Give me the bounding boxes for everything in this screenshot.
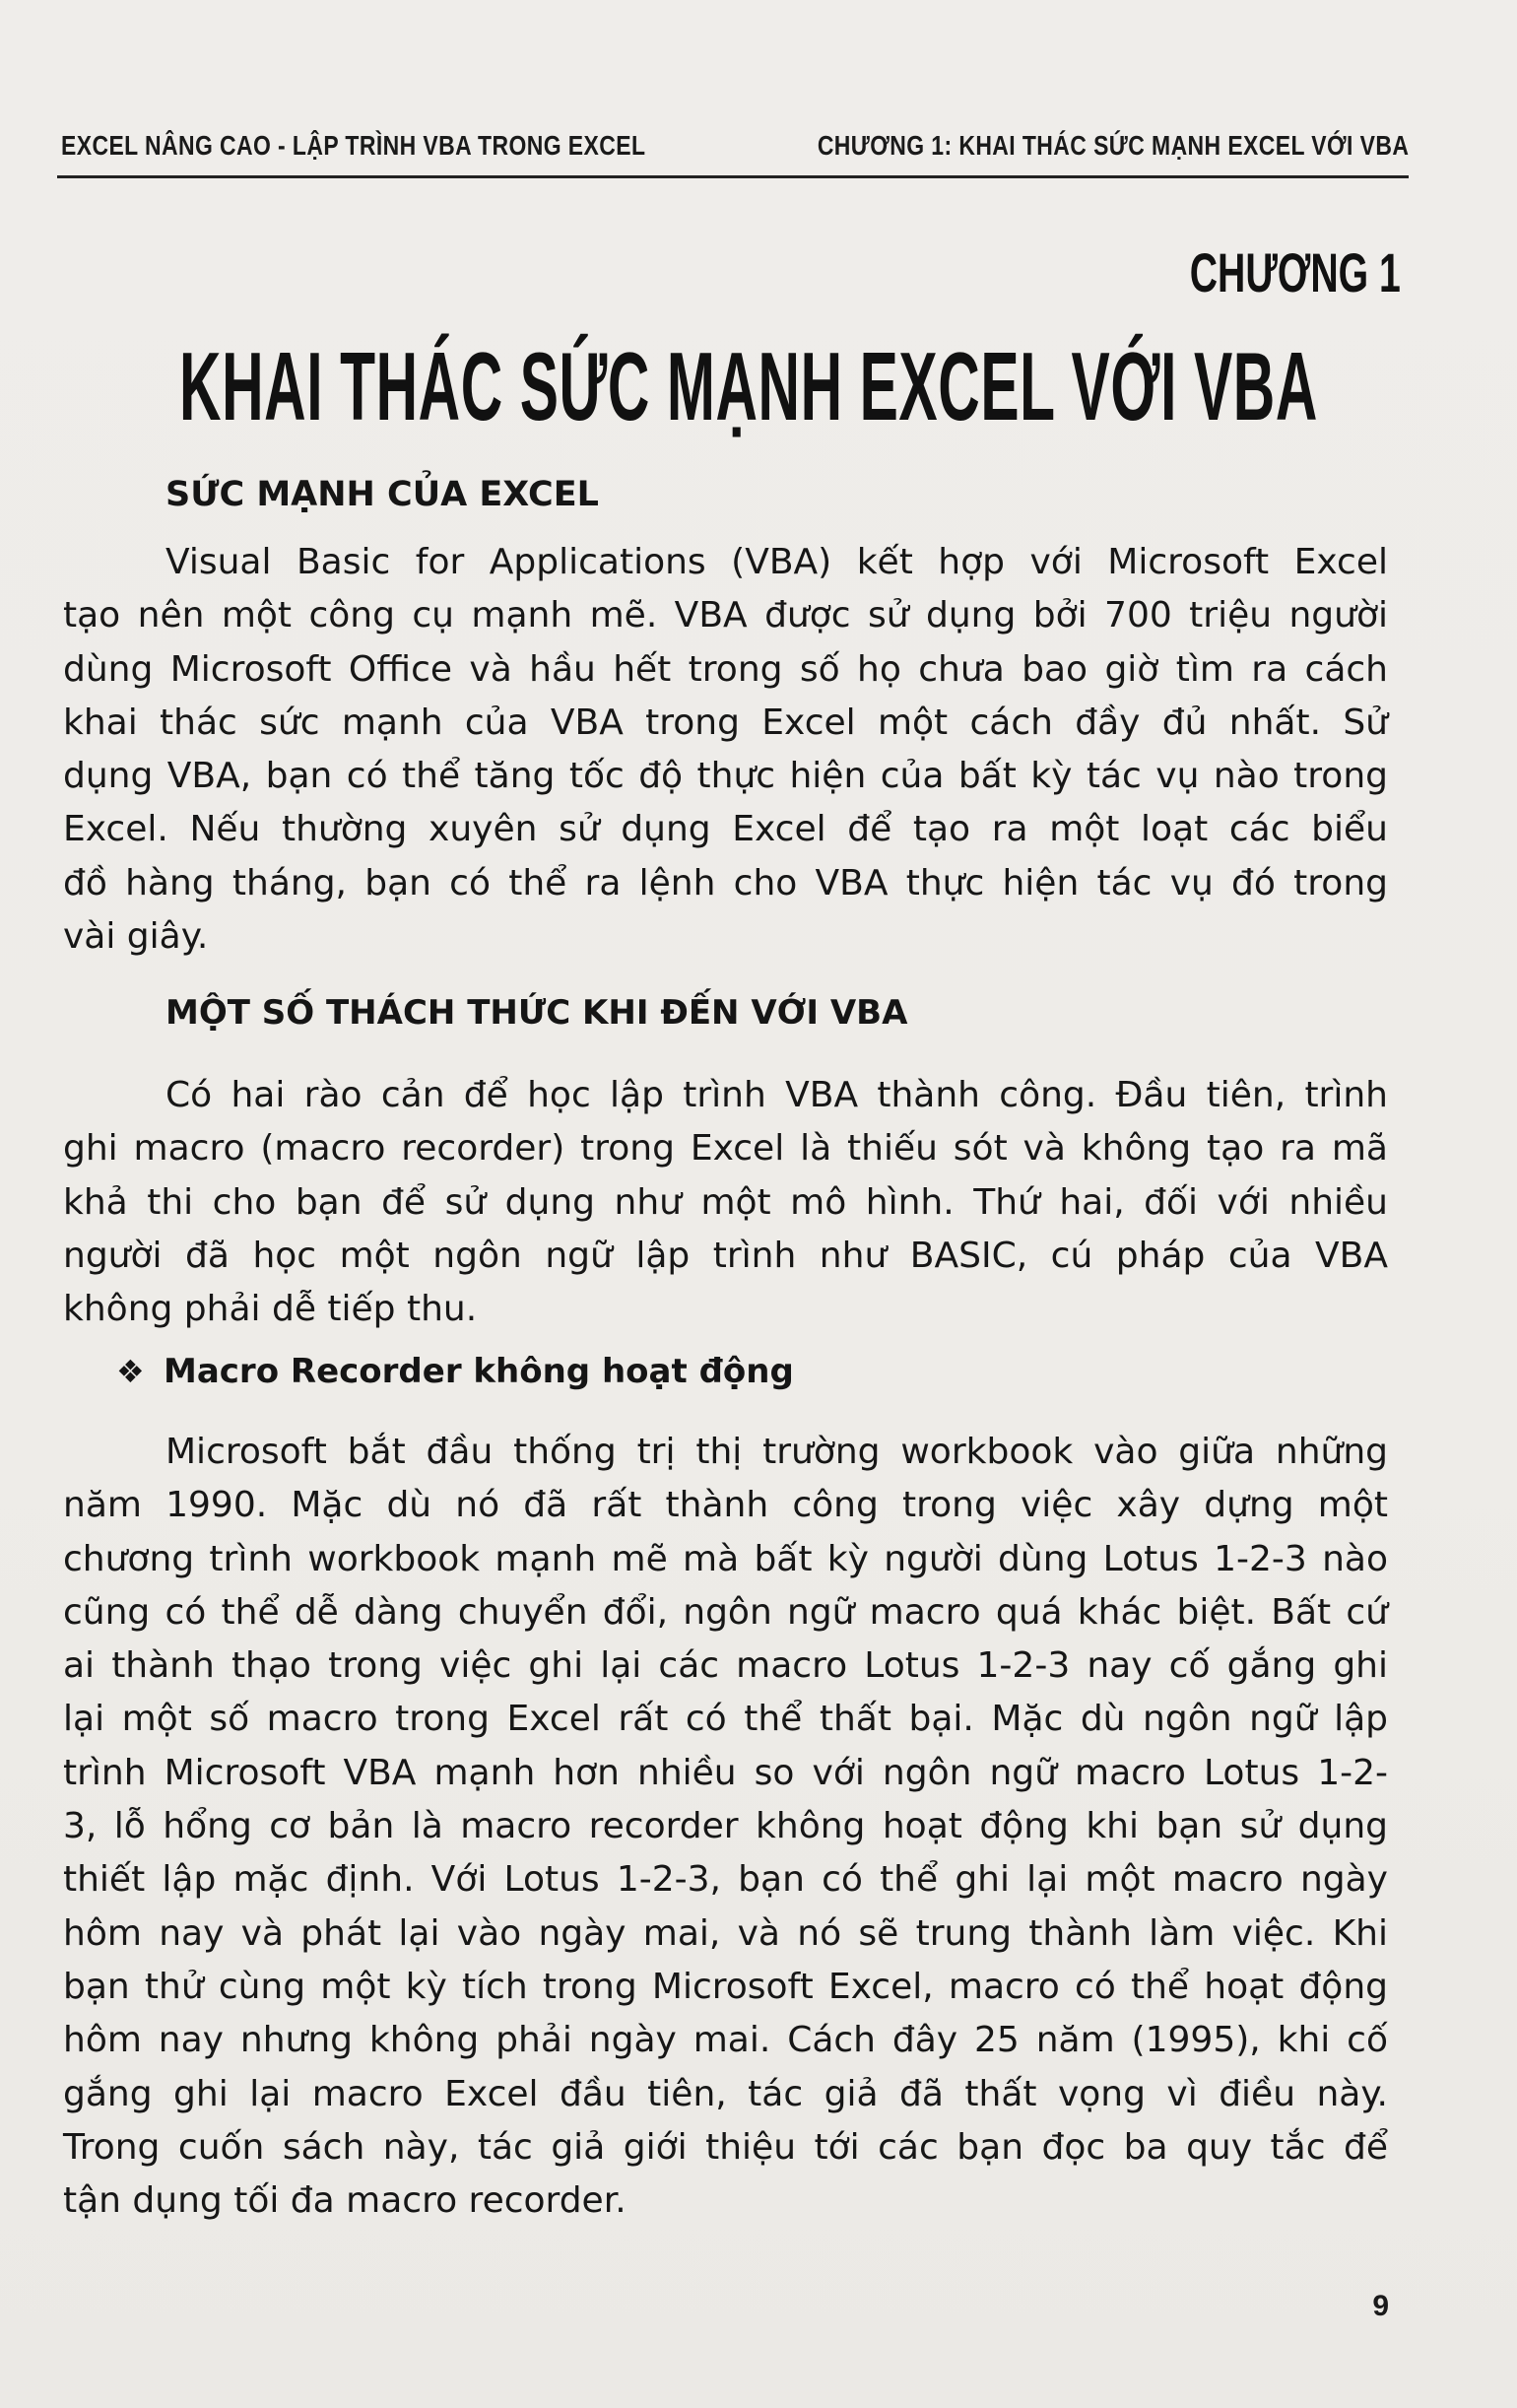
paragraph-line: bạn thử cùng một kỳ tích trong Microsoft Excel, macro có thể hoạt động [63, 1966, 1388, 2007]
paragraph-line: Excel. Nếu thường xuyên sử dụng Excel để tạo ra một loạt các biểu [63, 809, 1388, 850]
section-heading: SỨC MẠNH CỦA EXCEL [165, 475, 599, 514]
paragraph-line: tận dụng tối đa macro recorder. [63, 2180, 627, 2222]
paragraph-line: người đã học một ngôn ngữ lập trình như BASIC, cú pháp của VBA [63, 1235, 1388, 1276]
paragraph-line: không phải dễ tiếp thu. [63, 1289, 478, 1330]
paragraph-line: hôm nay nhưng không phải ngày mai. Cách đây 25 năm (1995), khi cố [63, 2020, 1388, 2061]
subsection-heading: MỘT SỐ THÁCH THỨC KHI ĐẾN VỚI VBA [165, 993, 908, 1033]
chapter-label: CHƯƠNG 1 [1189, 241, 1401, 303]
paragraph-line: dụng VBA, bạn có thể tăng tốc độ thực hiện của bất kỳ tác vụ nào trong [63, 756, 1388, 797]
running-header-right: CHƯƠNG 1: KHAI THÁC SỨC MẠNH EXCEL VỚI VBA [817, 130, 1409, 161]
paragraph-line: chương trình workbook mạnh mẽ mà bất kỳ người dùng Lotus 1-2-3 nào [63, 1538, 1388, 1579]
subsection-paragraph [63, 1069, 1388, 1336]
page-number: 9 [1372, 2290, 1389, 2322]
paragraph-line: khai thác sức mạnh của VBA trong Excel một cách đầy đủ nhất. Sử [63, 702, 1388, 743]
paragraph-line: 3, lỗ hổng cơ bản là macro recorder không hoạt động khi bạn sử dụng [63, 1806, 1388, 1847]
paragraph-line: Trong cuốn sách này, tác giả giới thiệu tới các bạn đọc ba quy tắc để [63, 2126, 1388, 2168]
paragraph-line: hôm nay và phát lại vào ngày mai, và nó sẽ trung thành làm việc. Khi [63, 1912, 1388, 1954]
paragraph-line: Microsoft bắt đầu thống trị thị trường workbook vào giữa những [165, 1432, 1388, 1472]
bullet-heading [116, 1352, 794, 1391]
paragraph-line: dùng Microsoft Office và hầu hết trong số họ chưa bao giờ tìm ra cách [63, 648, 1388, 690]
header-divider [57, 175, 1409, 178]
paragraph-line: Visual Basic for Applications (VBA) kết hợp với Microsoft Excel [165, 542, 1388, 582]
paragraph-line: ai thành thạo trong việc ghi lại các macro Lotus 1-2-3 nay cố gắng ghi [63, 1645, 1388, 1687]
bullet-heading-text: Macro Recorder không hoạt động [164, 1352, 794, 1391]
paragraph-line: khả thi cho bạn để sử dụng như một mô hình. Thứ hai, đối với nhiều [63, 1181, 1388, 1223]
paragraph-line: vài giây. [63, 916, 209, 958]
diamond-bullet-icon: ❖ [116, 1353, 145, 1390]
paragraph-line: năm 1990. Mặc dù nó đã rất thành công trong việc xây dựng một [63, 1485, 1388, 1526]
paragraph-line: thiết lập mặc định. Với Lotus 1-2-3, bạn có thể ghi lại một macro ngày [63, 1859, 1388, 1901]
bullet-paragraph [63, 1426, 1388, 2228]
paragraph-line: Có hai rào cản để học lập trình VBA thành công. Đầu tiên, trình [165, 1075, 1388, 1115]
paragraph-line: tạo nên một công cụ mạnh mẽ. VBA được sử dụng bởi 700 triệu người [63, 595, 1388, 636]
paragraph-line: đồ hàng tháng, bạn có thể ra lệnh cho VBA thực hiện tác vụ đó trong [63, 862, 1388, 903]
section-paragraph [63, 536, 1388, 964]
running-header-left: EXCEL NÂNG CAO - LẬP TRÌNH VBA TRONG EXCEL [61, 130, 646, 161]
paragraph-line: lại một số macro trong Excel rất có thể thất bại. Mặc dù ngôn ngữ lập [63, 1699, 1388, 1740]
paragraph-line: gắng ghi lại macro Excel đầu tiên, tác giả đã thất vọng vì điều này. [63, 2073, 1388, 2114]
paragraph-line: cũng có thể dễ dàng chuyển đổi, ngôn ngữ macro quá khác biệt. Bất cứ [63, 1591, 1388, 1633]
paragraph-line: ghi macro (macro recorder) trong Excel là thiếu sót và không tạo ra mã [63, 1128, 1388, 1170]
chapter-title: KHAI THÁC SỨC MẠNH EXCEL VỚI VBA [179, 332, 1318, 440]
paragraph-line: trình Microsoft VBA mạnh hơn nhiều so với ngôn ngữ macro Lotus 1-2- [63, 1752, 1388, 1793]
